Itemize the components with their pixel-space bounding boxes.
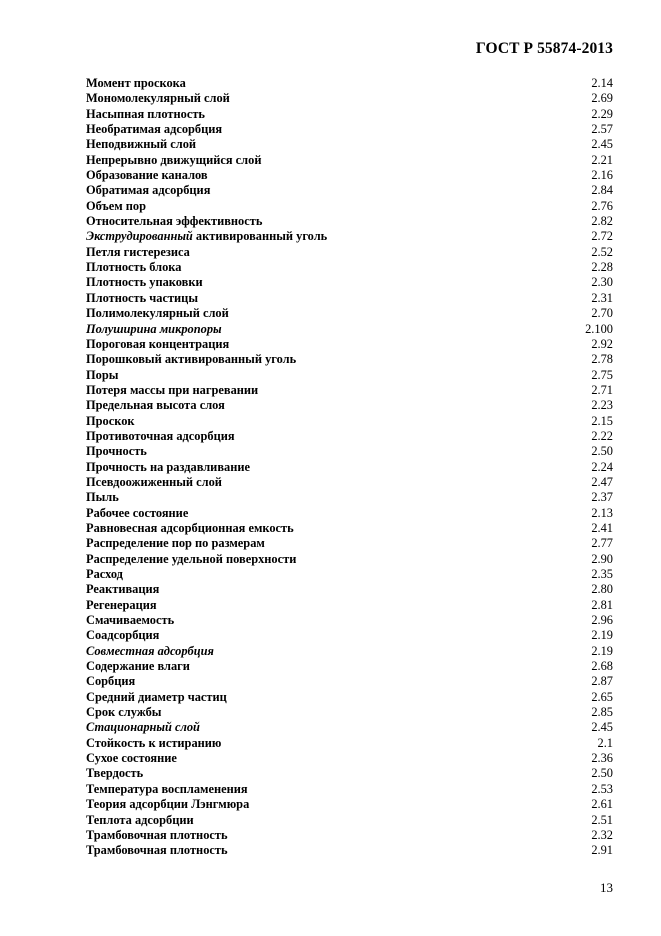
index-term: Обратимая адсорбция [86, 183, 211, 198]
index-term: Соадсорбция [86, 628, 160, 643]
index-entry [86, 720, 613, 735]
index-term: Проскок [86, 413, 135, 428]
index-entry [86, 690, 613, 705]
index-term: Прочность на раздавливание [86, 459, 250, 474]
index-entry [86, 368, 613, 383]
index-term: Трамбовочная плотность [86, 827, 228, 842]
index-term: Теплота адсорбции [86, 812, 194, 827]
index-term: Мономолекулярный слой [86, 91, 230, 106]
index-term: Плотность упаковки [86, 275, 203, 290]
index-ref: 2.100 [585, 321, 613, 336]
index-term: Плотность частицы [86, 290, 198, 305]
index-ref: 2.70 [591, 306, 613, 321]
index-entry [86, 521, 613, 536]
index-entry [86, 674, 613, 689]
index-entry [86, 291, 613, 306]
index-ref: 2.71 [591, 382, 613, 397]
index-term: Полимолекулярный слой [86, 306, 229, 321]
index-ref: 2.80 [591, 582, 613, 597]
index-entry [86, 659, 613, 674]
index-term: Неподвижный слой [86, 137, 197, 152]
index-term [86, 229, 327, 244]
index-entry [86, 322, 613, 337]
index-term [86, 644, 214, 659]
index-entry [86, 736, 613, 751]
index-term: Порошковый активированный уголь [86, 352, 297, 367]
index-entry [86, 444, 613, 459]
index-term: Твердость [86, 766, 144, 781]
index-ref: 2.72 [591, 229, 613, 244]
index-entry [86, 429, 613, 444]
index-entry [86, 199, 613, 214]
index-term: Стойкость к истиранию [86, 735, 222, 750]
index-entry [86, 76, 613, 91]
index-ref: 2.51 [591, 812, 613, 827]
index-term: Рабочее состояние [86, 505, 189, 520]
index-term [86, 322, 222, 337]
index-term-italic: Экструдированный [86, 229, 193, 244]
index-ref: 2.23 [591, 398, 613, 413]
index-entry [86, 398, 613, 413]
index-entry [86, 506, 613, 521]
index-ref: 2.24 [591, 459, 613, 474]
index-entry [86, 460, 613, 475]
index-entry [86, 644, 613, 659]
index-ref: 2.78 [591, 352, 613, 367]
index-entry [86, 813, 613, 828]
index-entry [86, 582, 613, 597]
index-entry [86, 275, 613, 290]
index-term-rest: активированный уголь [192, 229, 328, 244]
index-ref: 2.69 [591, 91, 613, 106]
index-term: Содержание влаги [86, 659, 190, 674]
index-ref: 2.29 [591, 106, 613, 121]
index-term: Расход [86, 567, 123, 581]
index-term: Распределение удельной поверхности [86, 551, 297, 566]
index-term: Петля гистерезиса [86, 244, 190, 259]
index-ref: 2.45 [591, 720, 613, 735]
index-ref: 2.15 [591, 413, 613, 428]
index-ref: 2.81 [591, 597, 613, 612]
index-ref: 2.36 [591, 751, 613, 766]
index-ref: 2.37 [591, 490, 613, 505]
index-entry [86, 766, 613, 781]
index-term: Трамбовочная плотность [86, 843, 228, 858]
index-term: Момент проскока [86, 76, 186, 90]
index-entry [86, 705, 613, 720]
index-term: Прочность [86, 444, 147, 459]
index-entry [86, 552, 613, 567]
index-term: Образование каналов [86, 168, 208, 183]
index-term: Теория адсорбции Лэнгмюра [86, 797, 250, 812]
index-ref: 2.19 [591, 628, 613, 643]
index-ref: 2.92 [591, 336, 613, 351]
index-ref: 2.45 [591, 137, 613, 152]
index-term: Регенерация [86, 597, 157, 612]
index-term: Распределение пор по размерам [86, 536, 265, 551]
index-ref: 2.13 [591, 505, 613, 520]
index-entry [86, 91, 613, 106]
index-entry [86, 613, 613, 628]
index-ref: 2.50 [591, 766, 613, 781]
index-entry [86, 183, 613, 198]
index-term: Псевдоожиженный слой [86, 474, 222, 489]
index-ref: 2.91 [591, 843, 613, 858]
index-entry [86, 475, 613, 490]
index-ref: 2.1 [597, 735, 613, 750]
index-ref: 2.82 [591, 214, 613, 229]
index-entry [86, 168, 613, 183]
index-term: Срок службы [86, 705, 162, 720]
index-ref: 2.41 [591, 520, 613, 535]
index-ref: 2.30 [591, 275, 613, 290]
index-ref: 2.65 [591, 689, 613, 704]
index-entry [86, 828, 613, 843]
index-entry [86, 598, 613, 613]
index-entry [86, 536, 613, 551]
index-term: Пороговая концентрация [86, 336, 230, 351]
index-entry [86, 567, 613, 582]
index-entry [86, 306, 613, 321]
index-term: Сухое состояние [86, 751, 177, 766]
index-entry [86, 153, 613, 168]
index-ref: 2.85 [591, 705, 613, 720]
index-term: Предельная высота слоя [86, 398, 225, 413]
index-term: Температура воспламенения [86, 781, 248, 796]
index-ref: 2.32 [591, 827, 613, 842]
index-ref: 2.68 [591, 659, 613, 674]
page-number: 13 [600, 880, 613, 895]
index-term: Смачиваемость [86, 613, 175, 628]
index-term: Необратимая адсорбция [86, 122, 223, 137]
index-entry [86, 107, 613, 122]
index-term: Относительная эффективность [86, 214, 263, 229]
index-entry [86, 490, 613, 505]
index-entry [86, 214, 613, 229]
index-ref: 2.16 [591, 168, 613, 183]
index-entry [86, 337, 613, 352]
index-ref: 2.61 [591, 797, 613, 812]
index-ref: 2.57 [591, 122, 613, 137]
index-entry [86, 628, 613, 643]
index-entry [86, 414, 613, 429]
term-index-list [86, 76, 613, 859]
index-ref: 2.76 [591, 198, 613, 213]
index-ref: 2.75 [591, 367, 613, 382]
index-ref: 2.14 [591, 76, 613, 90]
index-ref: 2.28 [591, 260, 613, 275]
index-term: Плотность блока [86, 260, 182, 275]
index-term: Непрерывно движущийся слой [86, 152, 262, 167]
index-term-italic: Полуширина микропоры [86, 321, 222, 336]
index-ref: 2.50 [591, 444, 613, 459]
index-term: Сорбция [86, 674, 136, 689]
index-ref: 2.52 [591, 244, 613, 259]
index-entry [86, 229, 613, 244]
index-term: Объем пор [86, 198, 147, 213]
index-ref: 2.84 [591, 183, 613, 198]
index-term: Противоточная адсорбция [86, 428, 235, 443]
index-term: Насыпная плотность [86, 106, 205, 121]
index-entry [86, 137, 613, 152]
index-term: Пыль [86, 490, 119, 505]
index-ref: 2.21 [591, 152, 613, 167]
index-term: Реактивация [86, 582, 160, 597]
index-ref: 2.77 [591, 536, 613, 551]
index-ref: 2.47 [591, 474, 613, 489]
index-entry [86, 122, 613, 137]
index-ref: 2.87 [591, 674, 613, 689]
document-header: ГОСТ Р 55874-2013 [475, 40, 613, 57]
index-ref: 2.19 [591, 643, 613, 658]
index-ref: 2.90 [591, 551, 613, 566]
index-entry [86, 797, 613, 812]
index-ref: 2.96 [591, 613, 613, 628]
index-entry [86, 782, 613, 797]
index-term-italic: Совместная адсорбция [86, 643, 214, 658]
index-term [86, 720, 200, 735]
index-term: Равновесная адсорбционная емкость [86, 520, 294, 535]
index-ref: 2.35 [591, 567, 613, 581]
index-ref: 2.31 [591, 290, 613, 305]
index-entry [86, 245, 613, 260]
index-entry [86, 383, 613, 398]
index-entry [86, 843, 613, 858]
index-entry [86, 352, 613, 367]
index-ref: 2.22 [591, 428, 613, 443]
index-entry [86, 751, 613, 766]
index-term: Потеря массы при нагревании [86, 382, 259, 397]
index-term: Поры [86, 367, 119, 382]
index-ref: 2.53 [591, 781, 613, 796]
index-term-italic: Стационарный слой [86, 720, 200, 735]
index-term: Средний диаметр частиц [86, 689, 227, 704]
index-entry [86, 260, 613, 275]
